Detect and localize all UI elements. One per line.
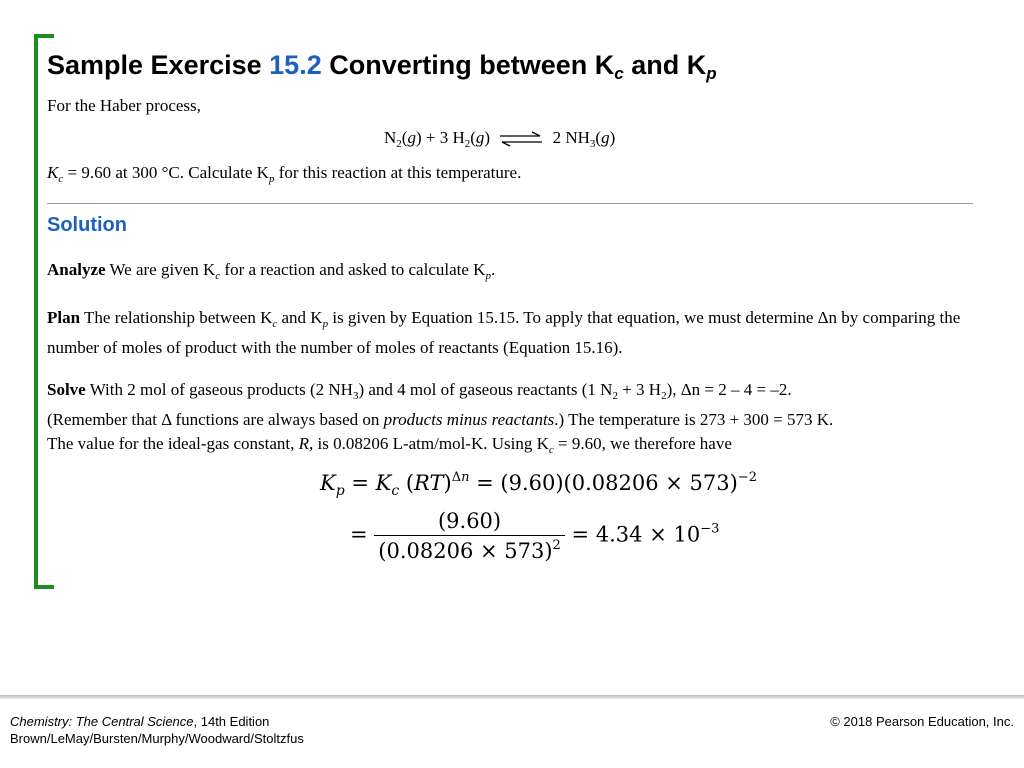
fraction: $\frac{(9.60)}{(0.08206 \times 573)^2}$: [374, 507, 565, 565]
kp-formula: [320, 470, 757, 565]
reaction-equation: $N_2(g) + 3$ $H_2(g)$ 2 $NH_3(g)$: [384, 128, 616, 150]
plan-paragraph: Plan The relationship between $K_c$ and $K_p$ is given by Equation 15.15. To apply that equation, we must determine Δn by comparing the number of moles of product with the number of moles of reactants (Equation 15.16).: [47, 308, 961, 357]
divider: [47, 203, 973, 204]
footer-divider: [0, 695, 1024, 699]
solve-paragraph: Solve With 2 mol of gaseous products (2 $NH_3$) and 4 mol of gaseous reactants (1 $N_2 + 3$ $H_2$), Δn = 2 – 4 = –2. (Remember that Δ functions are always based on products minus reactants.) The temperature is 273 + 300 = 573 K. The value for the ideal-gas constant, R, is 0.08206 L-atm/mol-K. Using $K_c = 9.60$, we therefore have: [47, 380, 834, 456]
formula-line-2: = $\frac{(9.60)}{(0.08206 \times 573)^2}$ = $4.34 \times 10^{-3}$: [350, 509, 720, 563]
page-title: [47, 50, 717, 84]
equilibrium-arrow-icon: [498, 131, 544, 147]
footer-copyright: © 2018 Pearson Education, Inc.: [830, 714, 1014, 729]
title-main: Converting between K: [321, 50, 615, 80]
title-and: and K: [623, 50, 707, 80]
title-sub-c: c: [614, 64, 624, 83]
title-prefix: Sample Exercise: [47, 50, 270, 80]
formula-line-1: $K_p = K_c$ $(RT)^{\Delta n} = (9.60)(0.08206 \times 573)^{-2}$: [320, 470, 757, 499]
title-sub-p: p: [706, 64, 717, 83]
exercise-number: 15.2: [269, 50, 322, 80]
footer-book: Chemistry: The Central Science, 14th Edition: [10, 714, 270, 729]
footer-authors: Brown/LeMay/Bursten/Murphy/Woodward/Stoltzfus: [10, 731, 304, 746]
kc-statement: $K_c = 9.60$ at 300 °C. Calculate $K_p$ for this reaction at this temperature.: [47, 163, 522, 185]
analyze-paragraph: Analyze We are given $K_c$ for a reaction and asked to calculate $K_p$.: [47, 260, 496, 282]
problem-intro: For the Haber process,: [47, 96, 201, 115]
solution-heading: Solution: [47, 214, 127, 236]
